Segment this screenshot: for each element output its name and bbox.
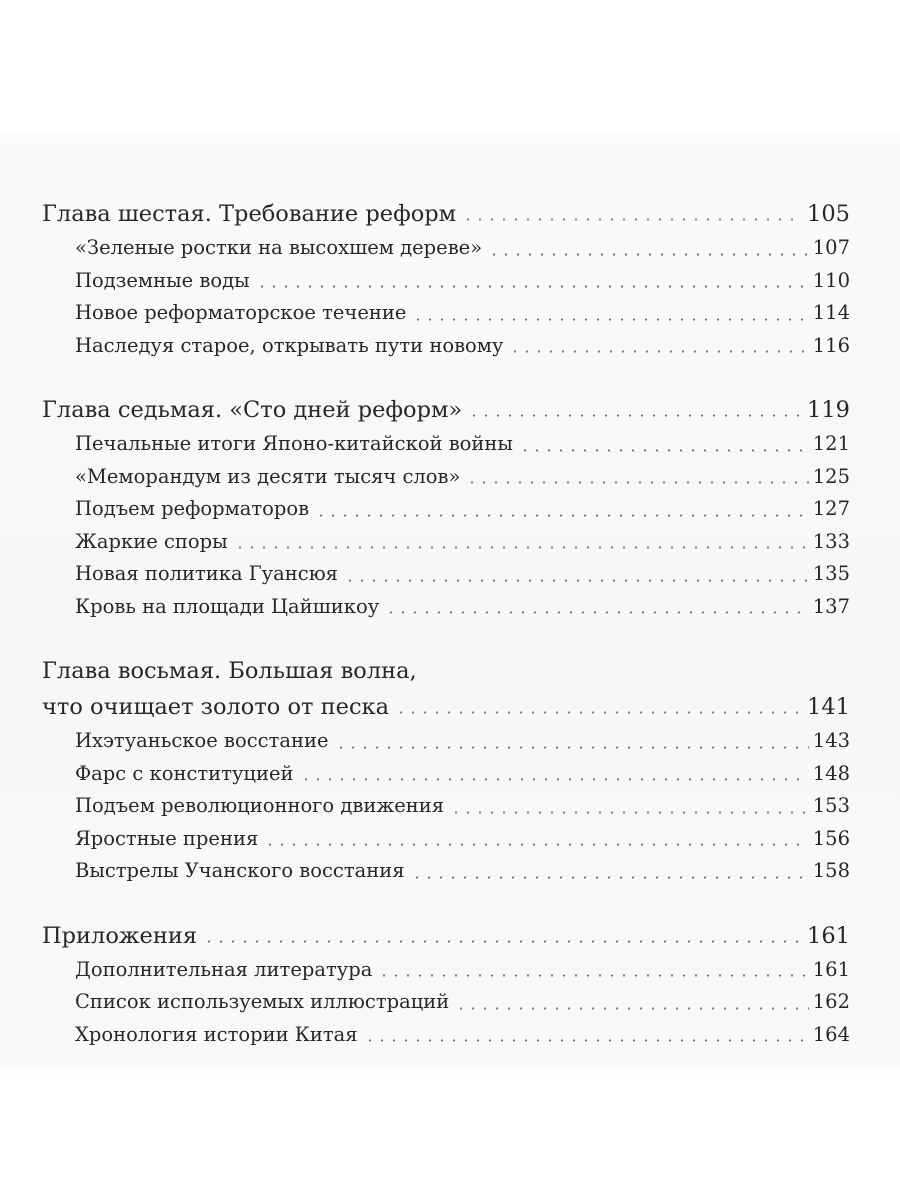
dot-leader bbox=[203, 940, 803, 943]
dot-leader bbox=[509, 350, 808, 353]
toc-section-entry bbox=[42, 823, 850, 856]
chapter-6 bbox=[42, 196, 850, 362]
page-number: 153 bbox=[812, 794, 850, 817]
section-title: Выстрелы Учанского восстания bbox=[75, 859, 405, 882]
page-number: 133 bbox=[812, 529, 850, 553]
dot-leader bbox=[315, 514, 809, 517]
toc-chapter-entry bbox=[42, 689, 850, 725]
toc-section-entry bbox=[42, 1019, 850, 1052]
section-title: Дополнительная литература bbox=[75, 957, 373, 981]
page-number: 137 bbox=[812, 594, 850, 618]
dot-leader bbox=[411, 876, 809, 879]
toc-section-entry bbox=[42, 330, 850, 363]
section-title: Новое реформаторское течение bbox=[75, 301, 407, 324]
toc-section-entry bbox=[42, 461, 850, 494]
dot-leader bbox=[364, 1039, 809, 1042]
chapter-title-line-1: Глава восьмая. Большая волна, bbox=[42, 658, 417, 684]
dot-leader bbox=[455, 1007, 809, 1010]
section-title: Яростные прения bbox=[75, 826, 259, 850]
section-title: «Зеленые ростки на высохшем дереве» bbox=[75, 236, 483, 259]
toc-section-entry bbox=[42, 954, 850, 987]
toc-section-entry bbox=[42, 232, 850, 265]
toc-section-entry bbox=[42, 526, 850, 559]
toc-section-entry bbox=[42, 297, 850, 330]
toc-section-entry bbox=[42, 428, 850, 461]
toc-chapter-entry bbox=[42, 196, 850, 232]
section-title: Список используемых иллюстраций bbox=[75, 990, 450, 1013]
section-title: Хронология истории Китая bbox=[75, 1022, 358, 1046]
page-number: 161 bbox=[807, 922, 850, 949]
toc-section-entry bbox=[42, 265, 850, 298]
dot-leader bbox=[378, 974, 808, 977]
toc-section-entry bbox=[42, 855, 850, 888]
dot-leader bbox=[264, 843, 809, 846]
page-number: 156 bbox=[812, 826, 850, 850]
dot-leader bbox=[256, 285, 809, 288]
page-number: 135 bbox=[812, 562, 850, 585]
chapter-title: Приложения bbox=[42, 922, 198, 949]
toc-section-entry bbox=[42, 790, 850, 823]
section-title: Печальные итоги Японо-китайской войны bbox=[75, 432, 513, 455]
section-title: Фарс с конституцией bbox=[75, 761, 294, 785]
chapter-title: Глава седьмая. «Сто дней реформ» bbox=[42, 397, 463, 423]
chapter-7 bbox=[42, 392, 850, 623]
dot-leader bbox=[385, 611, 809, 614]
section-title: Ихэтуаньское восстание bbox=[75, 729, 329, 752]
dot-leader bbox=[466, 481, 808, 484]
chapter-title: Глава шестая. Требование реформ bbox=[42, 201, 457, 227]
page-number: 105 bbox=[807, 201, 850, 227]
toc-section-entry bbox=[42, 758, 850, 791]
section-title: Жаркие споры bbox=[75, 529, 228, 553]
dot-leader bbox=[462, 218, 803, 221]
dot-leader bbox=[344, 579, 809, 582]
page-number: 148 bbox=[812, 761, 850, 785]
chapter-title-line-2: что очищает золото от песка bbox=[42, 694, 390, 720]
page-number: 161 bbox=[812, 957, 850, 981]
dot-leader bbox=[519, 449, 809, 452]
section-title: Подъем реформаторов bbox=[75, 497, 310, 520]
page-number: 141 bbox=[807, 694, 850, 720]
toc-section-entry bbox=[42, 986, 850, 1019]
section-title: Новая политика Гуансюя bbox=[75, 562, 338, 585]
section-title: Кровь на площади Цайшикоу bbox=[75, 594, 380, 618]
section-title: «Меморандум из десяти тысяч слов» bbox=[75, 464, 461, 488]
toc-section-entry bbox=[42, 558, 850, 591]
section-title: Подъем революционного движения bbox=[75, 794, 445, 817]
toc-section-entry bbox=[42, 493, 850, 526]
appendices bbox=[42, 918, 850, 1052]
page-number: 143 bbox=[812, 729, 850, 752]
dot-leader bbox=[300, 778, 809, 781]
toc-section-entry bbox=[42, 725, 850, 758]
section-title: Наследуя старое, открывать пути новому bbox=[75, 333, 504, 357]
page-number: 125 bbox=[812, 464, 850, 488]
page-number: 162 bbox=[812, 990, 850, 1013]
toc-chapter-entry bbox=[42, 918, 850, 954]
dot-leader bbox=[234, 546, 809, 549]
page-number: 164 bbox=[812, 1022, 850, 1046]
chapter-8 bbox=[42, 653, 850, 888]
page-number: 121 bbox=[812, 432, 850, 455]
page-number: 116 bbox=[812, 333, 850, 357]
dot-leader bbox=[468, 414, 803, 417]
toc-section-entry bbox=[42, 591, 850, 624]
dot-leader bbox=[395, 711, 803, 714]
dot-leader bbox=[412, 318, 808, 321]
page-number: 119 bbox=[807, 397, 850, 423]
page-number: 107 bbox=[812, 236, 850, 259]
page-number: 114 bbox=[812, 301, 850, 324]
page-number: 110 bbox=[812, 268, 850, 292]
page-number: 158 bbox=[812, 859, 850, 882]
toc-chapter-entry bbox=[42, 392, 850, 428]
section-title: Подземные воды bbox=[75, 268, 250, 292]
dot-leader bbox=[335, 746, 809, 749]
page-number: 127 bbox=[812, 497, 850, 520]
table-of-contents bbox=[42, 196, 850, 1081]
dot-leader bbox=[450, 811, 809, 814]
dot-leader bbox=[488, 253, 809, 256]
